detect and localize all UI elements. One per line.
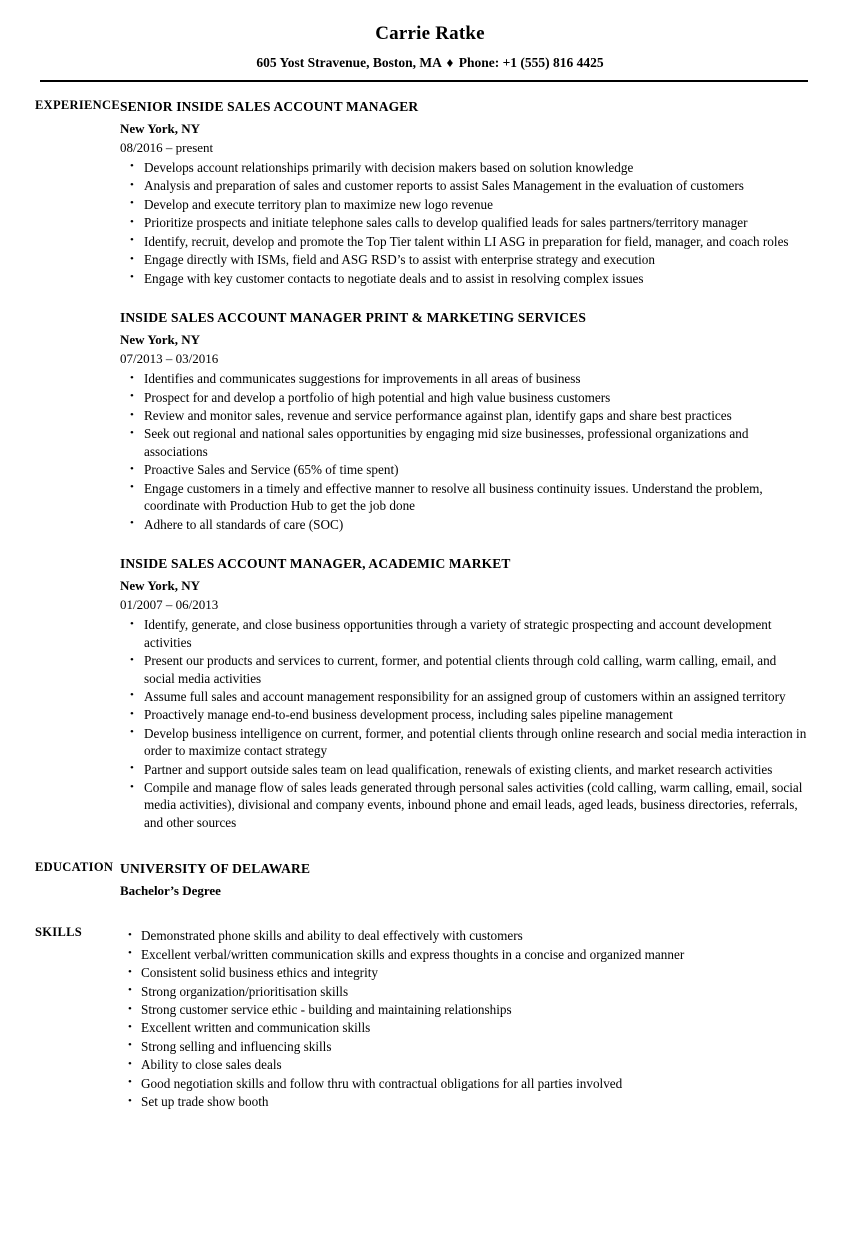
job-responsibility-item: • Adhere to all standards of care (SOC): [120, 516, 810, 533]
skill-item: • Excellent written and communication skills: [120, 1019, 810, 1036]
job-responsibility-item: • Prospect for and develop a portfolio of high potential and high value business customers: [120, 389, 810, 406]
job-responsibility-item: • Identifies and communicates suggestions for improvements in all areas of business: [120, 370, 810, 387]
candidate-phone: Phone: +1 (555) 816 4425: [458, 54, 604, 70]
job-title: SENIOR INSIDE SALES ACCOUNT MANAGER: [120, 98, 419, 114]
experience-section-label: EXPERIENCE: [35, 97, 120, 112]
header-divider: [40, 80, 808, 82]
skills-section-body: [120, 925, 860, 1111]
candidate-name: Carrie Ratke: [375, 23, 485, 44]
job-responsibility-item: • Develops account relationships primarily with decision makers based on solution knowledge: [120, 159, 810, 176]
job-responsibility-item: • Prioritize prospects and initiate telephone sales calls to develop qualified leads for sales partners/territory manager: [120, 214, 810, 231]
skills-section-label: SKILLS: [35, 925, 82, 940]
resume-header: [0, 0, 860, 82]
job-location: New York, NY: [120, 578, 201, 594]
job-dates: 01/2007 – 06/2013: [120, 597, 219, 613]
experience-job: [120, 555, 810, 831]
job-responsibility-item: • Identify, recruit, develop and promote the Top Tier talent within LI ASG in preparation for field, manager, and coach roles: [120, 233, 810, 250]
experience-job: [120, 309, 810, 533]
job-responsibility-item: • Proactively manage end-to-end business development process, including sales pipeline management: [120, 706, 810, 723]
skills-section: [0, 925, 860, 1111]
job-responsibility-item: • Engage customers in a timely and effective manner to resolve all business continuity issues. Understand the problem, coordinate with Production Hub to get the job done: [120, 480, 810, 515]
experience-job: [120, 98, 810, 287]
skill-item: • Excellent verbal/written communication skills and express thoughts in a concise and organized manner: [120, 946, 810, 963]
candidate-address: 605 Yost Stravenue, Boston, MA: [256, 54, 442, 70]
job-responsibility-item: • Seek out regional and national sales opportunities by engaging mid size businesses, professional organizations and associations: [120, 425, 810, 460]
skill-item: • Strong selling and influencing skills: [120, 1038, 810, 1055]
job-responsibility-item: • Engage directly with ISMs, field and ASG RSD’s to assist with enterprise strategy and execution: [120, 251, 810, 268]
job-responsibility-item: • Review and monitor sales, revenue and service performance against plan, identify gaps and share best practices: [120, 407, 810, 424]
experience-section-body: [120, 98, 860, 833]
skill-item: • Strong customer service ethic - building and maintaining relationships: [120, 1001, 810, 1018]
candidate-contact-line: [0, 56, 860, 71]
job-dates: 08/2016 – present: [120, 139, 214, 155]
job-responsibility-item: • Identify, generate, and close business opportunities through a variety of strategic prospecting and account development activities: [120, 616, 810, 651]
job-title: INSIDE SALES ACCOUNT MANAGER PRINT & MARKETING SERVICES: [120, 309, 586, 325]
job-responsibility-item: • Develop business intelligence on current, former, and potential clients through online research and social media interaction in order to maximize contact strategy: [120, 725, 810, 760]
education-section-body: [120, 860, 860, 900]
job-dates: 07/2013 – 03/2016: [120, 351, 219, 366]
skill-item: • Good negotiation skills and follow thru with contractual obligations for all parties involved: [120, 1075, 810, 1092]
skill-item: • Strong organization/prioritisation skills: [120, 983, 810, 1000]
skill-item: • Demonstrated phone skills and ability to deal effectively with customers: [120, 927, 810, 944]
education-school: UNIVERSITY OF DELAWARE: [120, 861, 311, 877]
job-responsibility-item: • Proactive Sales and Service (65% of time spent): [120, 461, 810, 478]
skills-list: [120, 927, 810, 1110]
job-responsibility-item: • Partner and support outside sales team on lead qualification, renewals of existing clients, and market research activities: [120, 761, 810, 778]
job-responsibility-item: • Assume full sales and account management responsibility for an assigned group of customers within an assigned territory: [120, 688, 810, 705]
job-title: INSIDE SALES ACCOUNT MANAGER, ACADEMIC MARKET: [120, 555, 511, 571]
job-responsibility-list: [120, 159, 810, 287]
job-responsibility-item: • Develop and execute territory plan to maximize new logo revenue: [120, 196, 810, 213]
education-degree: Bachelor’s Degree: [120, 882, 221, 898]
job-location: New York, NY: [120, 332, 201, 348]
skill-item: • Ability to close sales deals: [120, 1056, 810, 1073]
job-responsibility-list: [120, 616, 810, 831]
job-responsibility-item: • Engage with key customer contacts to negotiate deals and to assist in resolving complex issues: [120, 270, 810, 287]
job-location: New York, NY: [120, 120, 201, 136]
experience-section: [0, 98, 860, 833]
education-section: [0, 860, 860, 900]
job-responsibility-item: • Present our products and services to current, former, and potential clients through cold calling, warm calling, email, and social media activities: [120, 652, 810, 687]
job-responsibility-list: [120, 370, 810, 533]
diamond-separator-icon: ♦: [446, 54, 454, 70]
skill-item: • Set up trade show booth: [120, 1093, 810, 1110]
job-responsibility-item: • Analysis and preparation of sales and customer reports to assist Sales Management in the evaluation of customers: [120, 177, 810, 194]
skill-item: • Consistent solid business ethics and integrity: [120, 964, 810, 981]
education-section-label: EDUCATION: [35, 860, 114, 875]
job-responsibility-item: • Compile and manage flow of sales leads generated through personal sales activities (cold calling, warm calling, email, social media activities), divisional and company events, inbound phone and email leads, aged leads, business directories, referrals, and other sources: [120, 779, 810, 831]
